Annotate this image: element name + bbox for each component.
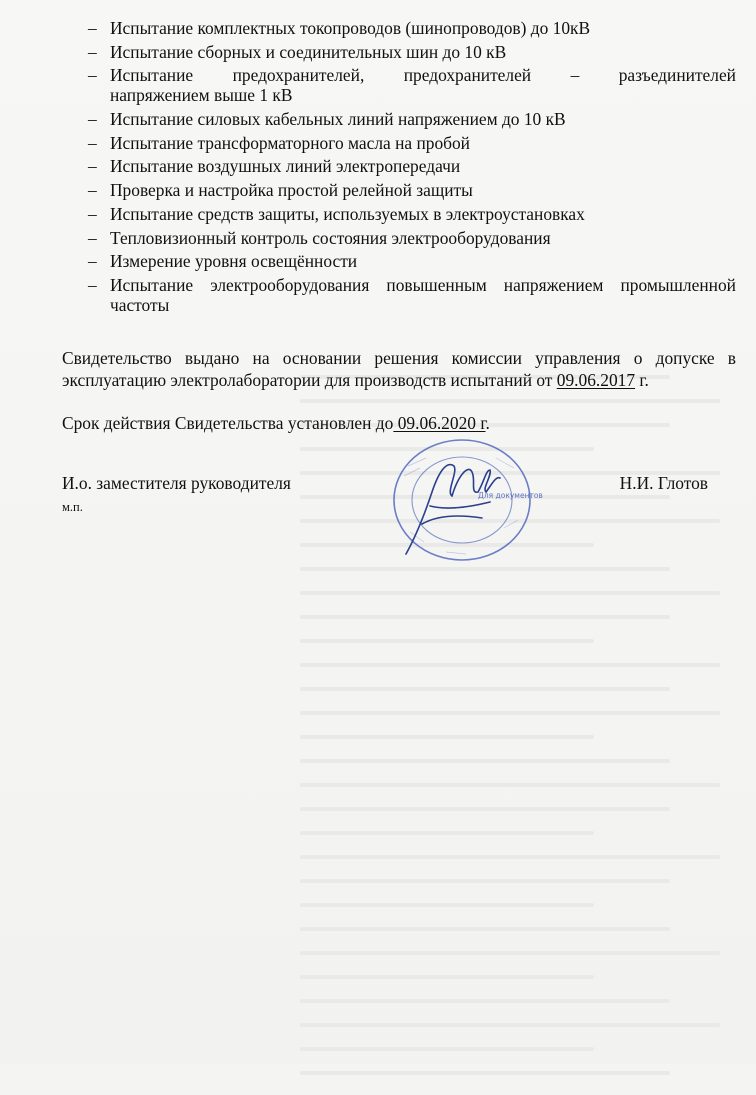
validity-paragraph: Срок действия Свидетельства установлен до 09.06.2020 г.: [62, 413, 490, 433]
list-item: – Тепловизионный контроль состояния электрооборудования: [88, 227, 551, 248]
list-item: – Испытание силовых кабельных линий напряжением до 10 кВ: [88, 109, 566, 130]
list-item: – Испытание электрооборудования повышенным напряжением промышленной частоты: [88, 274, 736, 315]
stamp-text: Для документов: [478, 491, 543, 500]
list-item-line: Испытание электрооборудования повышенным напряжением промышленной: [110, 274, 736, 295]
signatory-title: И.о. заместителя руководителя: [62, 473, 291, 493]
basis-date: 09.06.2017: [556, 370, 636, 390]
stamp-with-signature: [386, 436, 543, 564]
list-item: – Проверка и настройка простой релейной защиты: [88, 180, 473, 201]
tests-list: [88, 18, 736, 319]
list-item: – Испытание воздушных линий электропередачи: [88, 156, 461, 177]
list-item-line: Испытание предохранителей, предохранителей – разъединителей: [110, 65, 736, 86]
basis-paragraph: Свидетельство выдано на основании решения комиссии управления о допуске в эксплуатацию электролаборатории для производств испытаний от 09.06.2017 г.: [62, 348, 736, 390]
list-item: – Испытание сборных и соединительных шин до 10 кВ: [88, 41, 507, 62]
list-item: – Испытание комплектных токопроводов (шинопроводов) до 10кВ: [88, 18, 591, 38]
list-item: – Испытание предохранителей, предохранителей – разъединителей напряжением выше 1 кВ: [88, 65, 736, 106]
list-item: – Испытание средств защиты, используемых в электроустановках: [88, 203, 585, 224]
seal-place-label: м.п.: [62, 500, 83, 514]
validity-date: 09.06.2020 г: [393, 413, 486, 433]
list-item: – Измерение уровня освещённости: [88, 251, 358, 272]
signatory-name: Н.И. Глотов: [619, 473, 708, 493]
list-item: – Испытание трансформаторного масла на пробой: [88, 132, 470, 153]
